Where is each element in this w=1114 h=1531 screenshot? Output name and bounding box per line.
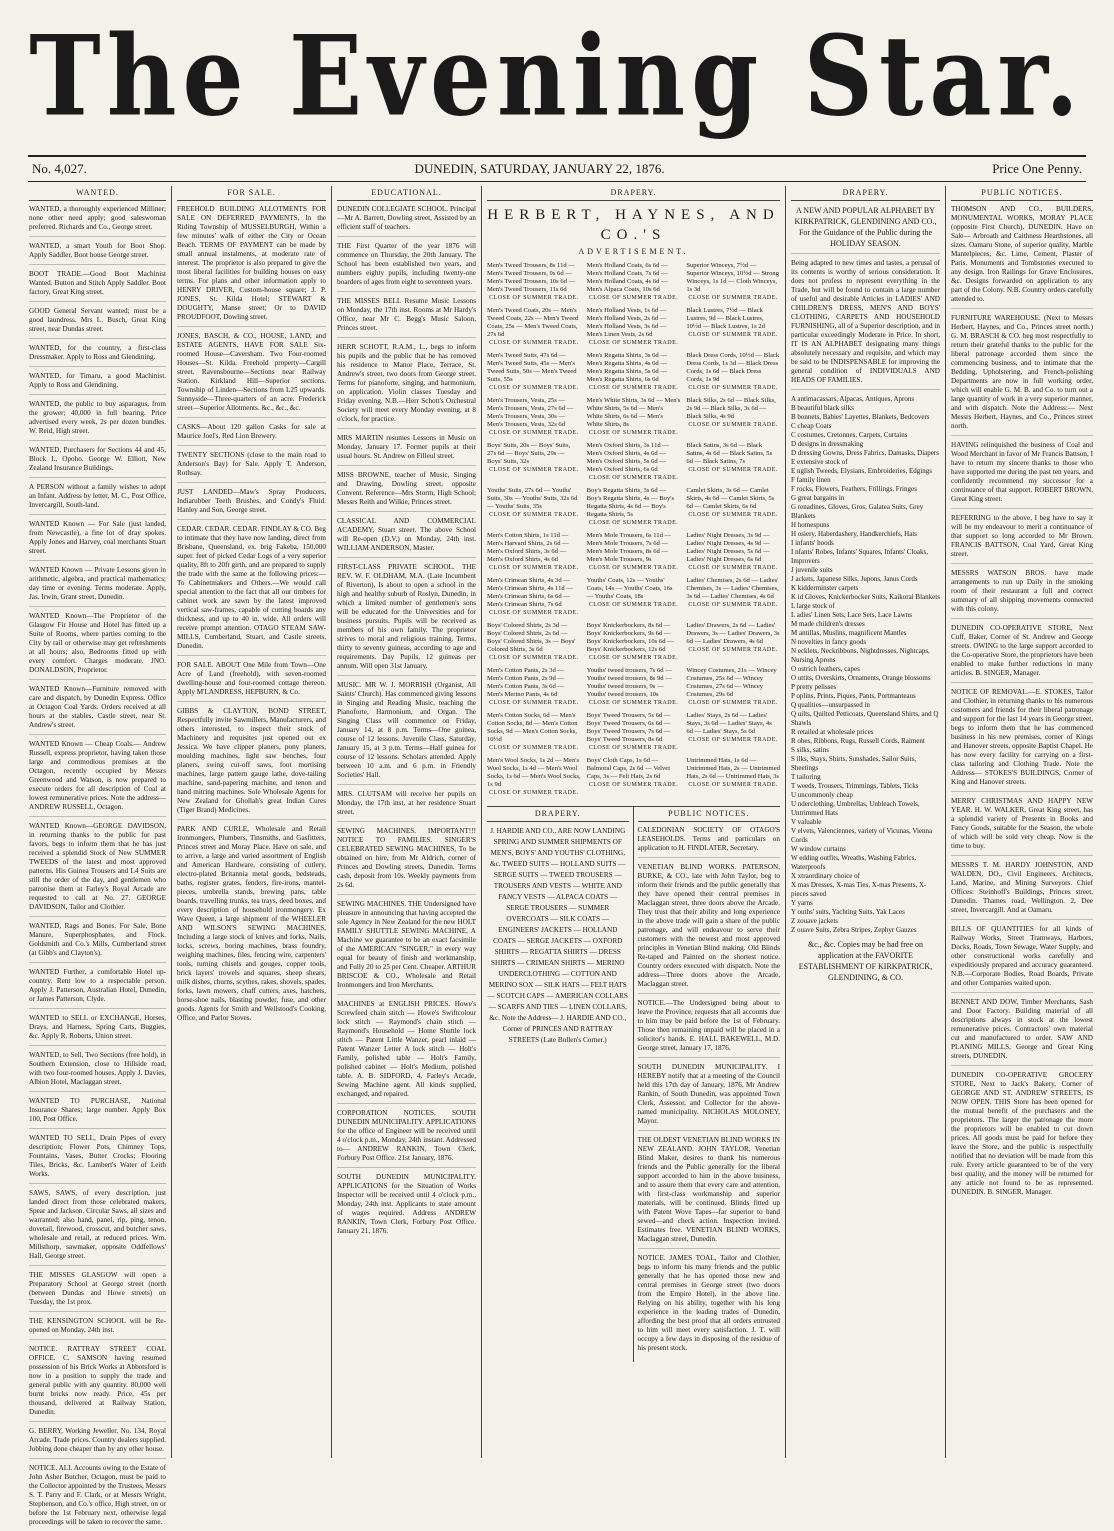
close-of-trade: CLOSE OF SUMMER TRADE.	[588, 745, 679, 751]
advertisement: REFERRING to the above, I beg have to say it will be my endeavour to merit a continuance of that support so long accorded to Mr Brown. FRANCIS BATTSON, Coal Yard, Great King street.	[951, 514, 1093, 564]
price-lines: Wincey Costumes, 21s — Wincey Costumes, 25s 6d — Wincey Costumes, 27s 6d — Wincey Costumes, 29s 6d	[686, 667, 777, 698]
advertisement: WANTED TO SELL, Drain Pipes of every description; Flower Pots, Chimney Tops, Fountains, Vases, Butter Crocks; Flooring Tiles, Bricks, &c. Lambert's Water of Leith Works.	[29, 1134, 166, 1184]
alphabet-entry: Z ouave Suits, Zebra Stripes, Zephyr Gauzes	[791, 926, 917, 934]
alphabet-entry: F family linen	[791, 476, 831, 484]
close-of-trade: CLOSE OF SUMMER TRADE.	[489, 385, 579, 391]
advertisement: MACHINES at ENGLISH PRICES. Howe's Screwfeed chain stitch — Howe's Swiftcolour lock stitch — Raymond's chain stitch — Raymond's Household — Home Shuttle lock stitch — Patent Little Wanzer, pearl inlaid — Patent Wanzer Letter A lock stitch — Holt's Family, polished table — Holt's Family, polished cabinet — Holt's Medium, polished table. A. B. SIDFORD, 4, Farley's Arcade, Sewing Machine agent. All kinds supplied, exchanged, and repaired.	[337, 1000, 476, 1104]
advertisement: FREEHOLD BUILDING ALLOTMENTS FOR SALE ON DEFERRED PAYMENTS, In the Riding Township of MUSSELBURGH, Within a few minutes' walk of either the City or Ocean Beach. TERMS OF PAYMENT can be made by small annual instalments, at moderate rate of interest. The proprietor is also prepared to give the most liberal facilities for building houses on easy terms. For plans and other information apply to HENRY DRIVER, Custom-house square; J. P. JONES, St. Kilda Hotel; STEWART & DOUGHTY, Manse street; Or to DAVID PROUDFOOT, Dowling street.	[177, 205, 326, 327]
close-of-trade: CLOSE OF SUMMER TRADE.	[489, 467, 579, 473]
alphabet-body: Being adapted to new times and tastes, a perusal of its contents is worthy of serious consideration. It does not profess to represent everything in the Trade, but will be found to contain a large number of useful and desirable Articles in LADIES' AND CHILDREN'S DRESS, MEN'S AND BOYS' CLOTHING, CARPETS AND HOUSEHOLD FURNISHING, all of a Superior description, and in particular exceedingly Moderate in Price. In short, IT IS AN ALPHABET designating many things absolutely necessary and requisite, and which may be said to be INDISPENSABLE for improving the general condition of INDIVIDUALS AND HEADS OF FAMILIES.	[791, 259, 940, 390]
advertisement: WANTED, for the country, a first-class Dressmaker. Apply to Ross and Glendining.	[29, 344, 166, 367]
notices-section	[634, 807, 781, 1362]
close-of-trade: CLOSE OF SUMMER TRADE.	[489, 295, 579, 301]
price-lines: Men's Crimean Shirts, 4s 3d — Men's Crimean Shirts, 4s 11d — Men's Crimean Shirts, 6s 6d — Men's Crimean Shirts, 7s 6d	[487, 577, 573, 608]
alphabet-entry: Y yarns	[791, 899, 813, 907]
alphabet-entry: K kidderminster carpets	[791, 584, 859, 592]
advertisement: MESSRS WATSON BROS. have made arrangements to run up Daily in the smoking room of their restaurant a full and correct summary of all shipping movements connected with this colony.	[951, 569, 1093, 619]
advertisement: JONES, BASCH, & CO., HOUSE, LAND, and ESTATE AGENTS, HAVE FOR SALE Six-roomed House—Caversham. Two Four-roomed Houses—St. Kilda. Freehold property—Cargill street. Ravensbourne—Sections near Railway Station. Kirkland Hill—Superior sections. Township of Linden—Sections from L25 upwards. Sunnyside—Three-quarters of an acre. Frederick street—Superior Allotments. &c., &c., &c.	[177, 332, 326, 418]
price-block	[587, 667, 681, 707]
alphabet-entry: S silks, satins	[791, 746, 829, 754]
price-block	[686, 487, 780, 527]
price-lines: Ladies' Chemises, 2s 6d — Ladies' Chemises, 3s — Ladies' Chemises, 3s 6d — Ladies' Chemises, 4s 6d	[686, 577, 779, 600]
price-block	[487, 577, 581, 617]
hardie-section	[487, 807, 634, 1362]
column-heading: DRAPERY.	[791, 186, 940, 201]
price-block	[587, 712, 681, 752]
price-lines: Ladies' Drawers, 2s 6d — Ladies' Drawers, 3s — Ladies' Drawers, 3s 6d — Ladies' Drawers, 4s 6d	[686, 622, 780, 645]
close-of-trade: CLOSE OF SUMMER TRADE.	[588, 385, 679, 391]
ads-list	[177, 205, 326, 1027]
price-block	[487, 307, 581, 347]
price-block	[686, 532, 780, 572]
close-of-trade: CLOSE OF SUMMER TRADE.	[489, 565, 579, 571]
price-lines: Ladies' Stays, 2s 6d — Ladies' Stays, 3s 6d — Ladies' Stays, 4s 6d — Ladies' Stays, 5s 6d	[686, 712, 772, 735]
advertisement: WANTED to SELL or EXCHANGE, Horses, Drays, and Harness, Spring Carts, Buggies, &c. Apply R. Roberts, Union street.	[29, 1014, 166, 1046]
alphabet-intro: A NEW AND POPULAR ALPHABET BY KIRKPATRICK, GLENDINING AND CO., For the Guidance of the Public during the HOLIDAY SEASON.	[791, 205, 940, 254]
alphabet-entry: C cheap Coats	[791, 422, 832, 430]
close-of-trade: CLOSE OF SUMMER TRADE.	[588, 295, 679, 301]
advertisement: SAWS, SAWS, of every description, just landed direct from those celebrated makers, Spear and Jackson. Circular Saws, all sizes and warranted; also hand, panel, rip, ping, tenon, dovetail, firewood, crosscut, and butcher saws, wholesale and retail, at reduced prices. Wm. Millsthorp, sawmaker, opposite Oddfellows' Hall, George street.	[29, 1189, 166, 1266]
advertisement: WANTED, for Timaru, a good Machinist. Apply to Ross and Glendining.	[29, 372, 166, 395]
close-of-trade: CLOSE OF SUMMER TRADE.	[588, 565, 679, 571]
close-of-trade: CLOSE OF SUMMER TRADE.	[489, 430, 579, 436]
ads-list	[29, 205, 166, 1531]
close-of-trade: CLOSE OF SUMMER TRADE.	[588, 602, 679, 608]
advertisement: FOR SALE. ABOUT One Mile from Town—One Acre of Land (freehold), with seven-roomed dwelling-house and four-roomed cottage thereon. Apply M'LANDRESS, HEPBURN, & Co.	[177, 661, 326, 702]
price-lines: Youths' tweed trousers, 7s 6d — Youths' tweed trousers, 8s 9d — Youths' tweed trousers, 9s — Youths' tweed trousers, 10s	[586, 667, 672, 698]
advertisement: BOOT TRADE.—Good Boot Machinist Wanted. Button and Stitch Apply Saddler. Boot factory, Great King street.	[29, 270, 166, 302]
alphabet-entry: B beautiful black silks	[791, 404, 854, 412]
alphabet-entry: L adies' Linen Sets, Lace Sets, Lace Lawns	[791, 611, 912, 619]
advertisement: WANTED, Rags and Bones. For Sale, Bone Manure, Superphosphates, and Flock. Goldsmith and Co.'s Mills, Cumberland street (at Gibb's and Clayton's).	[29, 922, 166, 963]
price-lines: Men's White Shirts, 3s 6d — Men's White Shirts, 5s 6d — Men's White Shirts, 6s 6d — Men's White Shirts, 8s	[586, 397, 681, 428]
advertisement: MUSIC. MR W. J. MORRISH (Organist, All Saints' Church). Has commenced giving lessons in Singing and Reading Music, teaching the Pianoforte, Harmonium, and Organ. The Singing Class will commence on Friday, January 14, at 8 p.m. Terms—One guinea, course of 12 lessons. Juvenile Class, Saturday, January 15, at 3 p.m. Terms—Half guinea for course of 12 lessons. Scholars attended. Apply between 10 a.m. and 6 p.m. in Friendly Societies' Hall.	[337, 681, 476, 785]
price-lines: Men's Oxford Shirts, 3s 11d — Men's Oxford Shirts, 4s 6d — Men's Oxford Shirts, 5s 6d — Men's Oxford Shirts, 6s 6d	[586, 442, 669, 473]
price-lines: Men's Tweed Coats, 20s — Men's Tweed Coats, 22s — Men's Tweed Coats, 25s — Men's Tweed Coats, 27s 6d	[487, 307, 579, 338]
close-of-trade: CLOSE OF SUMMER TRADE.	[489, 790, 579, 796]
close-of-trade: CLOSE OF SUMMER TRADE.	[489, 745, 579, 751]
column-heading: PUBLIC NOTICES.	[638, 807, 781, 822]
close-of-trade: CLOSE OF SUMMER TRADE.	[688, 385, 778, 391]
advertisement: WANTED, to Sell, Two Sections (free hold), in Southern Extension, close to Hillside road, with two four-roomed houses. Apply J. Davies, Albion Hotel, Maclaggan street.	[29, 1051, 166, 1092]
advertisement: MESSRS T. M. HARDY JOHNSTON, AND WALDEN, DO., Civil Engineers, Architects, Land, Marine, and Mining Surveyors. Chief Offices: Steinhoff's Buildings, Princes street, Dunedin. Thames road, Wellington. 2, Dee street, Invercargill. And at Oamaru.	[951, 861, 1093, 920]
close-of-trade: CLOSE OF SUMMER TRADE.	[588, 475, 679, 481]
price-block	[487, 712, 581, 752]
advertisement: THE KENSINGTON SCHOOL will be Re-opened on Monday, 24th inst.	[29, 1317, 166, 1340]
advertisement: DUNEDIN CO-OPERATIVE STORE, Next Cuff, Baker, Corner of St. Andrew and George streets. OWING to the large support accorded to the Co-operative Store, the proprietors have been enabled to make further reductions in many articles. B. SINGER, Manager.	[951, 624, 1093, 683]
advertisement: VENETIAN BLIND WORKS. PATERSON, BURKE, & CO., late with John Taylor, beg to inform their friends and the public generally that they have opened their central premises in Maclaggan street, three doors above the Arcade. They trust that their ability and long experience in the above trade will gain a share of the public patronage, and will endeavour to serve their customers with the newest and most approved principles in Venetian Blind making. Old Blinds Re-taped and Painted on the shortest notice. Country orders executed with dispatch. Note the address—Three doors above the Arcade, Maclaggan street.	[638, 863, 781, 994]
close-of-trade: CLOSE OF SUMMER TRADE.	[588, 430, 679, 436]
alphabet-entry: B bonnets, Babies' Layettes, Blankets, Bedcovers	[791, 413, 930, 421]
price-lines: Men's Cotton Shirts, 1s 11d — Men's Harvard Shirts, 2s 6d — Men's Oxford Shirts, 3s 6d — Men's Oxford Shirts, 4s 6d	[487, 532, 569, 563]
price-lines: Boys' Knickerbockers, 8s 6d — Boys' Knickerbockers, 9s 6d — Boys' Knickerbockers, 10s 6d — Boys' Knickerbockers, 12s 6d	[586, 622, 674, 653]
price-lines: Youths' Coats, 12s — Youths' Coats, 14s — Youths' Coats, 16s — Youths' Coats, 18s	[586, 577, 673, 600]
price-lines: Men's Tweed Trousers, 8s 11d — Men's Tweed Trousers, 9s 6d — Men's Tweed Trousers, 10s 6d — Men's Tweed Trousers, 11s 6d	[487, 262, 576, 293]
alphabet-entry: O ostrich feathers, capes	[791, 665, 860, 673]
alphabet-entry: I nfants' Robes, Infants' Squares, Infants' Cloaks, Improvers	[791, 548, 928, 565]
advertisement: GIBBS & CLAYTON, BOND STREET, Respectfully invite Sawmillers, Manufacturers, and others interested, to inspect their stock of Machinery and requisites just opened out ex Jessica. We have clipper planers, pony planers, moulding machines, light saw benches, four planers, swing cut-off saws, foot mortising machines, large pattern gauge lathe, dove-tailing machine, sand-papering machine, and tenon and hand mitring machines. Sole Wholesale Agents for New Zealand for Ghollah's great Indian Cures (Tiger Brand) Medicines.	[177, 707, 326, 820]
advertisement: CLASSICAL AND COMMERCIAL ACADEMY, Stuart street. The above School will Re-open (D.V.) on Monday, 24th inst. WILLIAM ANDERSON, Master.	[337, 517, 476, 558]
advertisement: MRS. CLUTSAM will receive her pupils on Monday, the 17th inst, at her residence Stuart street.	[337, 790, 476, 822]
price-lines: Boys' Suits, 20s — Boys' Suits, 27s 6d — Boys' Suits, 29s — Boys' Suits, 32s	[487, 442, 571, 465]
alphabet-entry: M made children's dresses	[791, 620, 865, 628]
advertisement: WANTED Known — Cheap Coals.— Andrew Russell, express proprietor, having taken those large and commodious premises at the Octagon, recently occupied by Messrs Greenwood and Watson, is now prepared to execute orders for all description of Coal at lowest remunerative prices. Note the address— ANDREW RUSSELL, Octagon.	[29, 740, 166, 817]
advertisement: BILLS OF QUANTITIES for all kinds of Railway Works, Street Tramways, Harbors, Docks, Roads, Town Sewage, Water Supply, and other constructional works carefully and expeditiously prepared and accuracy guaranteed. N.B.—Corporate Bodies, Road Boards, Private and other Companies waited upon.	[951, 925, 1093, 993]
price-block	[686, 262, 780, 302]
price-lines: Men's Cotton Pants, 2s 3d — Men's Cotton Pants, 2s 9d — Men's Cotton Pants, 3s 6d — Men's Merino Pants, 4s 6d	[487, 667, 565, 698]
alphabet-entry: N novelties in fancy goods	[791, 638, 867, 646]
price-lines: Superior Winceys, 7½d — Superior Winceys, 10½d — Strong Winceys, 1s 1d — Cloth Winceys, 1s 3d	[686, 262, 779, 293]
alphabet-outro: &c., &c. Copies may be had free on application at the FAVORITE ESTABLISHMENT OF KIRKPATRICK, GLENDINING, & CO.	[798, 940, 933, 982]
alphabet-entry: N ecklets, Neckribbons, Nightdresses, Nightcaps, Nursing Aprons	[791, 647, 930, 664]
advertisement: CALEDONIAN SOCIETY OF OTAGO'S LEASEHOLDS. Terms and particulars on application to H. FINDLATER, Secretary.	[638, 826, 781, 858]
alphabet-entry: Y ouths' suits, Yachting Suits, Yak Laces	[791, 908, 905, 916]
advertisement: MERRY CHRISTMAS AND HAPPY NEW YEAR. H. W. WALKER, Great King street, has a splendid variety of Presents in Books and Fancy Goods, suitable for the Season, the whole of which will be sold very cheap. Now is the time to buy.	[951, 797, 1093, 856]
alphabet-entry: W window curtains	[791, 845, 846, 853]
advertisement: WANTED Known—Furniture removed with care and dispatch, by Dunedin Express. Office at Octagon Coal Yards. Orders received at all hours at the stables, Castle street, near St. Andrew's street.	[29, 685, 166, 735]
alphabet-list	[791, 395, 940, 935]
alphabet-entry: U nderclothing, Umbrellas, Unbleach Towels, Untrimmed Hats	[791, 800, 920, 817]
close-of-trade: CLOSE OF SUMMER TRADE.	[588, 782, 679, 788]
price-block	[487, 532, 581, 572]
alphabet-entry: T weeds, Trousers, Trimmings, Tablets, Ticks	[791, 782, 919, 790]
close-of-trade: CLOSE OF SUMMER TRADE.	[688, 782, 778, 788]
price-lines: Black Silks, 2s 6d — Black Silks, 2s 9d — Black Silks, 3s 6d — Black Silks, 4s 9d	[686, 397, 776, 420]
close-of-trade: CLOSE OF SUMMER TRADE.	[688, 565, 778, 571]
alphabet-entry: O uttits, Overskirts, Ornaments, Orange blossoms	[791, 674, 931, 682]
price-lines: Men's Tweed Suits, 47s 6d — Men's Tweed Suits, 45s — Men's Tweed Suits, 50s — Men's Tweed Suits, 55s	[487, 352, 577, 383]
price-lines: Men's Regatta Shirts, 3s 6d — Men's Regatta Shirts, 4s 6d — Men's Regatta Shirts, 5s 6d — Men's Regatta Shirts, 6s 6d	[586, 352, 667, 383]
advertisement: NOTICE.—The Undersigned being about to leave the Province, requests that all accounts due to him may be paid before the 1st of February. Those then remaining unpaid will be placed in a solicitor's hands. E. HALL BAKEWELL, M.D. George street, January 17, 1876.	[638, 999, 781, 1058]
advertisement: WANTED TO PURCHASE, National Insurance Shares; large number. Apply Box 100, Post Office.	[29, 1097, 166, 1129]
column-drapery-herbert	[482, 186, 786, 1458]
price-lines: Men's Mole Trousers, 6s 11d — Men's Mole Trousers, 7s 6d — Men's Mole Trousers, 8s 6d — Men's Mole Trousers, 9s	[586, 532, 672, 563]
close-of-trade: CLOSE OF SUMMER TRADE.	[688, 467, 778, 473]
alphabet-entry: V elvets, Valenciennes, variety of Vicunas, Vienna Cords	[791, 827, 933, 844]
price-lines: Black Dress Cords, 10½d — Black Dress Cords, 1s 3d — Black Dress Cords, 1s 6d — Black Dress Cords, 1s 9d	[686, 352, 780, 383]
alphabet-entry: E nglish Tweeds, Elysians, Embroideries, Edgings	[791, 467, 932, 475]
price-block	[686, 577, 780, 617]
column-educational	[332, 186, 482, 1458]
close-of-trade: CLOSE OF SUMMER TRADE.	[688, 647, 778, 653]
advertisement: GOOD General Servant wanted; must be a good laundress. Mrs L. Busch, Great King street, near Dundas street.	[29, 307, 166, 339]
advertisement: FIRST-CLASS PRIVATE SCHOOL. THE REV. W. F. OLDHAM, M.A. (Late Incumbent of Riverton), Is about to open a school in the high and healthy suburb of Roslyn, Dunedin, in which a limited number of gentlemen's sons will be educated for the Universities and for business pursuits. Pupils will be received as members of his own family. The proprietor strives to moral and religious training. Terms, thirty to seventy guineas, according to age and requirements. Day Pupils, 12 guineas per annum. Will open 31st January.	[337, 563, 476, 676]
advertisement: CEDAR. CEDAR. CEDAR. FINDLAY & CO. Beg to intimate that they have now landing, direct from Brisbane, Queensland, ex. brig Fakeba, 150,000 super. feet of picked Cedar Logs of a very superior quality, 8ft to 20ft girth, and are prepared to supply the trade with the same at the following prices:— To Cabinetmakers and Others.—We would call special attention to the fact that all our timbers for cabinet work are sawn by the latest improved vertical saw-frames, capable of cutting boards any thickness, and up to 40 in. wide. All orders will receive prompt attention. OTAGO STEAM SAW-MILLS, Cumberland, Stuart, and Castle streets, Dunedin.	[177, 525, 326, 656]
price-block	[487, 487, 581, 527]
column-heading: FOR SALE.	[177, 186, 326, 201]
advertisement: DUNEDIN COLLEGIATE SCHOOL. Principal—Mr A. Barrett, Dowling street, Assisted by an efficient staff of teachers.	[337, 205, 476, 237]
advertisement: G. BERRY, Working Jeweller, No. 134, Royal Arcade. Trade prices. Country dealers supplied. Jobbing done cheaper than by any other house.	[29, 1427, 166, 1459]
close-of-trade: CLOSE OF SUMMER TRADE.	[688, 700, 778, 706]
price-lines: Ladies' Night Dresses, 3s 9d — Ladies' Night Dresses, 4s 9d — Ladies' Night Dresses, 5s 6d — Ladies' Night Dresses, 6s 6d	[686, 532, 770, 563]
advertisement: NOTICE. JAMES TOAL, Tailor and Clothier, begs to inform his many friends and the public generally that he has opened those new and central premises in George street (two doors from the Empire Hotel), in the above line. Relying on his ability, together with his long experience in the leading trades of Dunedin, affording the best proof that all orders entrusted to him will meet every satisfaction. J. T. will occupy a few days in disposing of the residue of his present stock.	[637, 1254, 780, 1352]
lower-section	[487, 806, 780, 1362]
advertisement: HERR SCHOTT, R.A.M., L., begs to inform his pupils and the public that he has removed his residence to Manor Place, Terrace, St. Andrew's street, two doors from George street. Terms for pianoforte, singing, and harmonium, on application. Violin classes Tuesday and Friday evening. N.B.—Herr Schott's Orchestral Society will meet every Monday evening, at 8 o'clock, for practice.	[337, 343, 476, 429]
price-block	[686, 757, 780, 797]
hh-title: HERBERT, HAYNES, AND CO.'S	[487, 207, 780, 243]
column-for-sale	[172, 186, 332, 1458]
advertisement: NOTICE OF REMOVAL.—E. STOKES, Tailor and Clothier, in returning thanks to his numerous customers and friends for their liberal patronage and support for the last 14 years in George street, begs to inform them that he has commenced business in his new premises, corner of Kings and Hanover streets, opposite Baptist Chapel. He has now every facility for carrying on a first-class tailoring and Clothing Trade. Note the Address— STOKES'S BUILDINGS, Corner of King and Hanover streets.	[951, 688, 1093, 792]
price-block	[686, 622, 780, 662]
advertisement: A PERSON without a family wishes to adopt an Infant. Address by letter, M. C., Post Office, Invercargill, South-land.	[29, 483, 166, 515]
advertisement: MRS MARTIN resumes Lessons in Music on Monday, January 17. Former pupils at their usual hours. St. Andrew on Filleul street.	[337, 434, 476, 466]
alphabet-entry: D designs in dressmaking	[791, 440, 864, 448]
price-lines: Men's Holland Coats, 6s 6d — Men's Holland Coats, 7s 6d — Men's Holland Coats, 4s 6d — Men's Alpaca Coats, 10s 6d	[586, 262, 668, 293]
advertisement: WANTED Known — Private Lessons given in arithmetic, algebra, and practical mathematics; day time or evening. Terms moderate. Apply, Jas. Irwin, Grant street, Dunedin.	[29, 566, 166, 607]
ads-list	[951, 205, 1093, 1201]
alphabet-entry: X mas Dresses, X-mas Ties, X-mas Presents, X-pieces saved	[791, 881, 927, 898]
alphabet-entry: Z zouave jackets	[791, 917, 839, 925]
alphabet-entry: A antimacassars, Alpacas, Antiques, Aprons	[791, 395, 915, 403]
alphabet-entry: J ackets, Japanese Silks, Jupons, Janus Cords	[791, 575, 918, 583]
price-block	[587, 622, 681, 662]
alphabet-entry: D dressing Gowns, Dress Fabrics, Damasks, Diapers	[791, 449, 939, 457]
column-public-notices	[946, 186, 1098, 1458]
price-block	[487, 262, 581, 302]
column-heading: DRAPERY.	[487, 807, 629, 822]
close-of-trade: CLOSE OF SUMMER TRADE.	[688, 602, 778, 608]
masthead	[0, 0, 1114, 150]
alphabet-entry: P pretty pelisses	[791, 683, 837, 691]
dateline	[28, 155, 1086, 182]
close-of-trade: CLOSE OF SUMMER TRADE.	[588, 655, 679, 661]
alphabet-entry: W edding outfits, Wreaths, Washing Fabrics, Waterproofs	[791, 854, 917, 871]
advertisement: WANTED, a thoroughly experienced Milliner; none other need apply; good saleswoman preferred. Richards and Co., George street.	[29, 205, 166, 237]
alphabet-entry: U uncommonly cheap	[791, 791, 853, 799]
close-of-trade: CLOSE OF SUMMER TRADE.	[489, 655, 579, 661]
close-of-trade: CLOSE OF SUMMER TRADE.	[688, 422, 778, 428]
hh-subtitle: ADVERTISEMENT.	[578, 247, 689, 256]
price-lines: Black Lustres, 7½d — Black Lustres, 9d — Black Lustres, 10½d — Black Lustres, 1s 2d	[686, 307, 765, 330]
hardie-ad: J. HARDIE AND CO., ARE NOW LANDING SPRING AND SUMMER SHIPMENTS OF MEN'S, BOYS' AND YOUTHS' CLOTHING, &c. TWEED SUITS — HOLLAND SUITS — SERGE SUITS — TWEED TROUSERS — TROUSERS AND VESTS — WHITE AND FANCY VESTS — ALPACA COATS — SERGE TROUSERS — SUMMER OVERCOATS — SILK COATS — ENGINEERS' JACKETS — HOLLAND COATS — SERGE JACKETS — OXFORD SHIRTS — REGATTA SHIRTS — DRESS SHIRTS — CRIMEAN SHIRTS — MERINO UNDERCLOTHING — COTTON AND MERINO SOX — SILK HATS — FELT HATS — SCOTCH CAPS — AMERICAN COLLARS — SCARFS AND TIES — LINEN COLLARS, &c. Note the Address— J. HARDIE AND CO., Corner of PRINCES AND RATTRAY STREETS (Late Bullen's Corner.)	[487, 827, 628, 1044]
price-lines: Men's Trousers, Vests, 25s — Men's Trousers, Vests, 27s 6d — Men's Trousers, Vests, 30s — Men's Trousers, Vests, 32s 6d	[487, 397, 574, 428]
advertisement: THOMSON AND CO., BUILDERS, MONUMENTAL WORKS, MORAY PLACE (opposite First Church), DUNEDIN. Have on Sale— Arbroath and Caithness Hearthstones, all sizes. Oamaru Stone, of superior quality, Marble Mantelpieces, &c. Lime, Cement, Plaster of Paris. Monuments and Tombstones executed to any design. Iron Railings for Grave Enclosures, &c. Designs forwarded on application to any part of the Colony. N.B. Country orders carefully attended to.	[951, 205, 1093, 309]
alphabet-entry: H homespuns	[791, 521, 830, 529]
column-heading: PUBLIC NOTICES.	[951, 186, 1093, 201]
alphabet-entry: R obes, Ribbons, Rugs, Russell Cords, Raiment	[791, 737, 925, 745]
advertisement: THE First Quarter of the year 1876 will commence on Thursday, the 20th January. The School has been established two years, and numbers eighty pupils, including twenty-one boarders of ages from eight to seventeen years.	[337, 242, 476, 292]
price-lines: Black Satins, 3s 6d — Black Satins, 4s 6d — Black Satins, 5s 6d — Black Satins, 7s	[686, 442, 773, 465]
advertisement: MISS BROWNE, teacher of Music, Singing and Drawing, Dowling street, opposite Convent. Reference—Mrs Storm, High School; Messrs Reith and Wilkie, Princes street.	[337, 471, 476, 512]
price-block	[587, 442, 681, 482]
advertisement: WANTED, the public to buy asparagus, from the grower; 40,000 in full bearing. Price advertised every week, 2s per dozen bundles. W. Reid, High street.	[29, 400, 166, 441]
alphabet-entry: H osiery, Haberdashery, Handkerchiefs, Hats	[791, 530, 918, 538]
advertisement: HAVING relinquished the business of Coal and Wood Merchant in favor of Mr Francis Battson, I have to return my sincere thanks to those who have supported me during the past ten years, and confidently recommend my successor for a continuance of that support. ROBERT BROWN, Great King street.	[951, 441, 1093, 509]
close-of-trade: CLOSE OF SUMMER TRADE.	[489, 340, 579, 346]
price-block	[487, 352, 581, 392]
price-block	[587, 262, 681, 302]
alphabet-entry: F rocks, Flowers, Feathers, Frillings, Fringes	[791, 485, 917, 493]
alphabet-entry: C costumes, Cretonnes, Carpets, Curtains	[791, 431, 908, 439]
advertisement: FURNITURE WAREHOUSE. (Next to Messrs Herbert, Haynes, and Co., Princes street north.) G. M. BRASCH & CO. beg most respectfully to return their grateful thanks to the public for the liberal patronage accorded them since the commencing business, and to intimate that the Bedding, Upholstering, and French-polishing Departments are now in full working order, which will enable G. M. B. and Co. to turn out a large quantity of work in a very superior manner, and with dispatch. Note the Address:— Next Messrs Herbert, Haynes, and Co., Princes street north.	[951, 314, 1093, 436]
page-columns	[24, 186, 1098, 1526]
alphabet-entry: S ilks, Stays, Shirts, Sunshades, Sailor Suits, Sheetings	[791, 755, 917, 772]
alphabet-entry: X xtraordinary choice of	[791, 872, 860, 880]
close-of-trade: CLOSE OF SUMMER TRADE.	[588, 340, 679, 346]
advertisement: PARK AND CURLE, Wholesale and Retail Ironmongers, Plumbers, Tinsmiths, and Gasfitters, Princes street and Moray Place. Have on sale, and to arrive, a large and varied assortment of English and American Hardware, consisting of cutlery, electro-plated Britannia metal goods, bedsteads, baths, register grates, fenders, fire-irons, mantel-pieces, umbrella stands, brewing pans, table boards, travelling trunks, tea trays, deed boxes, and every description of household ironmongery. Ex Wave Queen, a large shipment of the WHEELER AND WILSON'S SEWING MACHINES, Including a large stock of knives and forks, Nails, locks, screws, boring machines, brass foundry, weighing machines, files, fencing wire, carpenters' tools, turning chisels and gouges, copper tools, brick layers' trowels and squares, sheep shears, milk dishes, churns, scythes, rakes, shovels, spades, forks, lawn mowers, chaff cutters, axes, hatchets, horse-shoe nails, blasting powder, fuse, and other goods. Agents for Smith and Wellstood's Cooking, Office, and Parlor Stoves.	[177, 825, 326, 1022]
advertisement: NOTICE. ALL Accounts owing to the Estate of John Asher Butcher, Octagon, must be paid to the Collector appointed by the Trustees, Messrs S. T. Parry and F. Clark, or at Messrs Wright, Stephenson, and Co.'s office, High street, on or before the 1st February next, otherwise legal proceedings will be taken to recover the same.	[29, 1464, 166, 1526]
notices-list	[638, 826, 781, 1357]
price-block	[487, 397, 581, 437]
advertisement: SOUTH DUNEDIN MUNICIPALITY. APPLICATIONS for the Situation of Works Inspector will be received until 4 o'clock p.m., Monday, 24th inst. Applicants to state amount of wages required. Address ANDREW RANKIN, Town Clerk, Forbury Post Office. January 21, 1876.	[337, 1173, 476, 1235]
alphabet-entry: K id Gloves, Knickerbocker Suits, Kaikorai Blankets	[791, 593, 940, 601]
price-block	[686, 667, 780, 707]
price-block	[487, 757, 581, 797]
advertisement: THE MISSES GLASGOW will open a Preparatory School at George street (north (between Dundas and Howe streets) on Tuesday, the 1st prox.	[29, 1271, 166, 1312]
close-of-trade: CLOSE OF SUMMER TRADE.	[489, 610, 579, 616]
alphabet-entry: R retailed at wholesale prices	[791, 728, 874, 736]
price-block	[587, 487, 681, 527]
price-block	[686, 397, 780, 437]
advertisement: JUST LANDED—Maw's Spray Producers, Indiarubber Teeth Brushes, and Condy's Fluid. Hanley and Son, George street.	[177, 488, 326, 520]
price-block	[487, 667, 581, 707]
advertisement: WANTED Known—The Proprietor of the Glasgow Fir House and Hotel has fitted up a Suite of Rooms, where parties coming to the City by rail or otherwise may get refreshments at all hours; also, Bedrooms fitted up with every comfort. Charges moderate. JNO. DONALDSON, Proprietor.	[29, 612, 166, 680]
alphabet-entry: T tailoring	[791, 773, 821, 781]
alphabet-entry: V valuable	[791, 818, 822, 826]
close-of-trade: CLOSE OF SUMMER TRADE.	[688, 737, 778, 743]
alphabet-entry: I infants' hoods	[791, 539, 834, 547]
price-block	[686, 307, 780, 347]
price-block	[686, 442, 780, 482]
alphabet-entry: E extensive stock of	[791, 458, 848, 466]
alphabet-entry: P oplins, Prints, Piques, Pants, Portmanteaus	[791, 692, 916, 700]
ads-list	[337, 205, 476, 1240]
price-lines: Boys' Tweed Trousers, 5s 6d — Boys' Tweed Trousers, 6s 6d — Boys' Tweed Trousers, 7s 6d — Boys' Tweed Trousers, 8s 6d	[586, 712, 671, 743]
newspaper-title: The Evening Star.	[29, 10, 1085, 141]
price-block	[587, 307, 681, 347]
close-of-trade: CLOSE OF SUMMER TRADE.	[489, 512, 579, 518]
advertisement: TWENTY SECTIONS (close to the main road to Anderson's Bay) for Sale. Apply T. Anderson, Rothsay.	[177, 451, 326, 483]
close-of-trade: CLOSE OF SUMMER TRADE.	[588, 700, 679, 706]
advertisement: WANTED Known—GEORGE DAVIDSON, in returning thanks to the public for past favors, begs to inform them that he has just received a splendid Stock of New SUMMER TWEEDS of the latest and most approved patterns. His Guinea Trousers and L4 Suits are still the order of the day, and gentlemen who patronise them at Farley's Royal Arcade are requested to call at No. 27. GEORGE DAVIDSON, Tailor and Clothier.	[29, 822, 166, 917]
alphabet-entry: Q uilts, Quilted Petticoats, Queensland Shirts, and Q Shawls	[791, 710, 939, 727]
price-block	[686, 712, 780, 752]
alphabet-entry: M antillas, Muslins, magnificent Mantles	[791, 629, 907, 637]
alphabet-entry: G great bargains in	[791, 494, 845, 502]
price-block	[487, 622, 581, 662]
price-block	[587, 757, 681, 797]
issue-number: No. 4,027.	[32, 161, 87, 176]
advertisement: BENNET AND DOW, Timber Merchants, Sash and Door Factory. Building material of all descriptions always in stock at the lowest remunerative prices. Contractors' own material cut and manufactured to order. SAW AND PLANING MILLS, George and Great King streets, DUNEDIN.	[951, 998, 1093, 1066]
price-lines: Men's Wool Socks, 1s 2d — Men's Wool Socks, 1s 4d — Men's Wool Socks, 1s 6d — Men's Wool Socks, 1s 9d	[487, 757, 581, 788]
advertisement: THE MISSES BELL Resume Music Lessons on Monday, the 17th inst. Rooms at Mr Hardy's Office, near Mr C. Begg's Music Saloon, Princes street.	[337, 297, 476, 338]
alphabet-entry: J juvenile suits	[791, 566, 833, 574]
price-block	[587, 352, 681, 392]
advertisement: CORPORATION NOTICES. SOUTH DUNEDIN MUNICIPALITY. APPLICATIONS for the office of Engineer will be received until 4 o'clock p.m., Monday, 24th instant. Addressed to— ANDREW RANKIN, Town Clerk, Forbury Post Office. 21st January, 1876.	[337, 1109, 476, 1168]
price-lines: Men's Holland Vests, 1s 6d — Men's Holland Vests, 2s 6d — Men's Holland Vests, 3s 6d — Men's Linen Vests, 2s 6d	[586, 307, 667, 338]
advertisement: WANTED Further, a comfortable Hotel up-country. Rent low to a respectable person. Apply J. Patterson, Australian Hotel, Dunedin, or James Patterson, Clyde.	[29, 968, 166, 1009]
price-lines: Boys' Cloth Caps, 1s 6d — Balmoral Caps, 2s 6d — Velvet Caps, 3s — Felt Hats, 2s 6d	[586, 757, 671, 780]
price-grid	[487, 262, 780, 802]
price-lines: Men's Cotton Socks, 6d — Men's Cotton Socks, 8d — Men's Cotton Socks, 9d — Men's Cotton Socks, 10½d	[487, 712, 578, 743]
advertisement: NOTICE. RATTRAY STREET COAL OFFICE. C. SAMSON having resumed possession of his Brick Works at Abbotsford is now in a position to supply the trade and general public with any quantity. 80,000 well burnt bricks now ready. Price, 45s per thousand, delivered at Railway Station, Dunedin.	[29, 1345, 166, 1422]
price-block	[587, 577, 681, 617]
advertisement: SOUTH DUNEDIN MUNICIPALITY. I HEREBY notify that at a meeting of the Council held this 17th day of January, 1876, Mr Andrew Rankin, of South Dunedin, was appointed Town Clerk, Assessor, and Collector for the above-named municipality. NICHOLAS MOLONEY, Mayor.	[638, 1063, 781, 1131]
advertisement: SEWING MACHINES. THE Undersigned have pleasure in announcing that having accepted the sole Agency in New Zealand for the new HOLT FAMILY SHUTTLE SEWING MACHINE, A Machine we guarantee to be an exact facsimile of the AMERICAN "SINGER," in every way equal for beauty of finish and workmanship, and Fully 20 to 25 per Cent. Cheaper. ARTHUR BRISCOE & CO., Wholesale and Retail Ironmongers and Iron Merchants.	[337, 900, 476, 995]
price-lines: Boy's Regatta Shirts, 3s 6d — Boy's Regatta Shirts, 4s — Boy's Regatta Shirts, 4s 6d — Boy's Regatta Shirts, 5s	[586, 487, 675, 518]
advertisement: WANTED Known — For Sale (just landed, from Newcastle), a fine lot of dray spokes. Apply Jones and Harvey, coal merchants Stuart street.	[29, 520, 166, 561]
column-heading: DRAPERY.	[487, 186, 780, 201]
advertisement: CASKS—About 120 gallon Casks for sale at Maurice Joel's, Red Lion Brewery.	[177, 423, 326, 446]
close-of-trade: CLOSE OF SUMMER TRADE.	[688, 295, 778, 301]
price-block	[686, 352, 780, 392]
price-block	[587, 532, 681, 572]
place-date: DUNEDIN, SATURDAY, JANUARY 22, 1876.	[414, 161, 665, 176]
alphabet-entry: G renadines, Gloves, Gros, Galatea Suits, Grey Blankets	[791, 503, 924, 520]
column-wanted	[24, 186, 172, 1526]
advertisement: WANTED, Purchasers for Sections 44 and 45, Block I., Opoho. George W. Elliott, New Zealand Insurance Buildings.	[29, 446, 166, 478]
price-lines: Untrimmed Hats, 1s 6d — Untrimmed Hats, 2s — Untrimmed Hats, 2s 6d — Untrimmed Hats, 3s	[686, 757, 780, 780]
close-of-trade: CLOSE OF SUMMER TRADE.	[688, 512, 778, 518]
close-of-trade: CLOSE OF SUMMER TRADE.	[688, 332, 778, 338]
advertisement: THE OLDEST VENETIAN BLIND WORKS IN NEW ZEALAND. JOHN TAYLOR, Venetian Blind Maker, desires to thank his numerous friends and the Public generally for the liberal support accorded to him in the above business, and to assure them that every care and attention, with first-class workmanship and superior materials, will be continued. Blinds fitted up with Patent Wove Tapes—far superior to hand sewed—and check action. Inspection invited. Estimates free. VENETIAN BLIND WORKS, Maclaggan street, Dunedin.	[638, 1136, 781, 1249]
column-heading: EDUCATIONAL.	[337, 186, 476, 201]
price-lines: Camlet Skirts, 3s 6d — Camlet Skirts, 4s 6d — Camlet Skirts, 5s 6d — Camlet Skirts, 6s 6d	[686, 487, 775, 510]
price-lines: Youths' Suits, 27s 6d — Youths' Suits, 30s — Youths' Suits, 32s 6d — Youths' Suits, 35s	[487, 487, 578, 510]
advertisement: DUNEDIN CO-OPERATIVE GROCERY STORE, Next to Jack's Bakery, Corner of GEORGE AND ST. ANDREW STREETS, IS NOW OPEN. THIS Store has been opened for the mutual benefit of the purchasers and the proprietors. The larger the patronage the more the proprietors will be enabled to cut down prices. All goods must be paid for before they leave the Store, and the public is respectfully notified that no deviation will be made from this rule. Every article guaranteed to be of the very best quality, and the money will be returned for any article not found to be as represented. DUNEDIN. B. SINGER, Manager.	[951, 1071, 1093, 1196]
price: Price One Penny.	[992, 161, 1082, 176]
price-lines: Boys' Colored Shirts, 2s 3d — Boys' Colored Shirts, 2s 6d — Boys' Colored Shirts, 3s — Boys' Colored Shirts, 3s 6d	[487, 622, 576, 653]
advertisement: WANTED, a smart Youth for Boot Shop. Apply Saddler, Boot house George street.	[29, 242, 166, 265]
close-of-trade: CLOSE OF SUMMER TRADE.	[588, 520, 679, 526]
close-of-trade: CLOSE OF SUMMER TRADE.	[489, 700, 579, 706]
advertisement: SEWING MACHINES. IMPORTANT!!! NOTICE TO FAMILIES. SINGER'S CELEBRATED SEWING MACHINES, To be obtained on hire, from Mr Aldrich, corner of Princes and Dowling streets, Dunedin. Terms cash, deposit from 10s. Weekly payments from 2s 6d.	[337, 827, 476, 895]
price-block	[587, 397, 681, 437]
column-heading: WANTED.	[29, 186, 166, 201]
alphabet-entry: L large stock of	[791, 602, 835, 610]
column-drapery-alphabet	[786, 186, 946, 1458]
alphabet-entry: Q qualities—unsurpassed in	[791, 701, 870, 709]
price-block	[487, 442, 581, 482]
